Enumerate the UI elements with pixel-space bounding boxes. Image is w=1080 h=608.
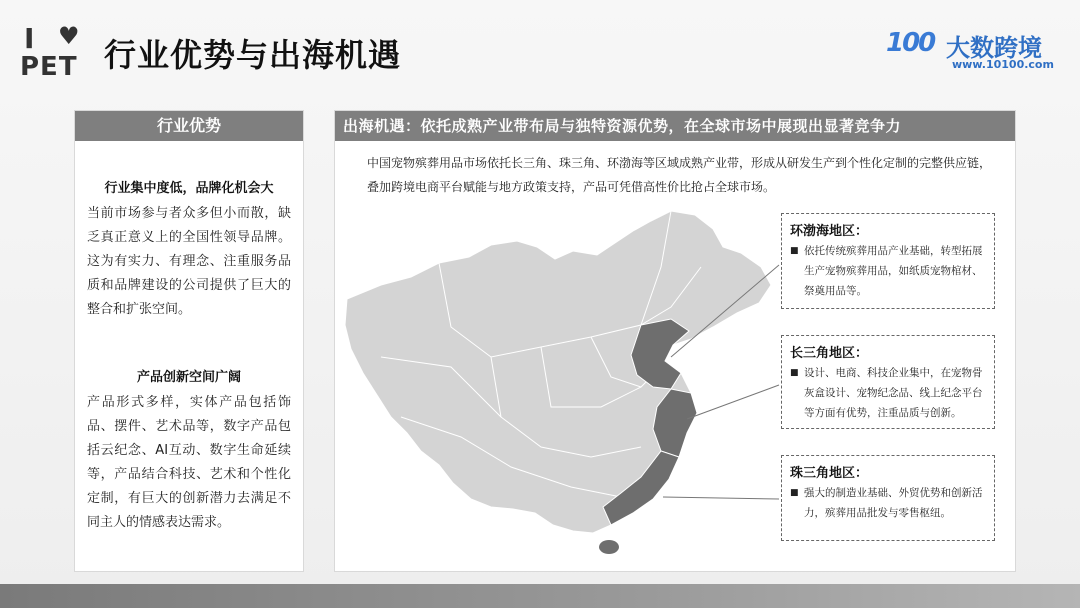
brand-url: www.10100.com — [952, 58, 1054, 71]
brand-logo — [886, 26, 1066, 76]
logo-text-pet: PET — [20, 52, 78, 82]
brand-name: 大数跨境 — [946, 34, 1042, 62]
overseas-opportunity-panel — [334, 110, 1016, 572]
region-title-yangtze: 长三角地区： — [790, 346, 869, 361]
heart-icon: ♥ — [58, 22, 80, 50]
china-map — [341, 207, 781, 567]
advantage-title-2: 产品创新空间广阔 — [136, 370, 241, 385]
region-item-bohai — [782, 241, 994, 307]
hainan-island — [599, 540, 619, 554]
region-card-pearl — [781, 455, 995, 541]
brand-mark-icon: 100 — [886, 28, 935, 58]
overseas-opportunity-heading: 出海机遇：依托成熟产业带布局与独特资源优势，在全球市场中展现出显著竞争力 — [335, 111, 1015, 141]
logo-text-i: I — [24, 22, 37, 55]
region-title-pearl: 珠三角地区： — [790, 466, 869, 481]
region-item-yangtze — [782, 363, 994, 429]
i-love-pet-logo — [20, 22, 86, 82]
region-card-yangtze — [781, 335, 995, 429]
advantage-body-2: 产品形式多样，实体产品包括饰品、摆件、艺术品等，数字产品包括云纪念、AI互动、数字生命延续等，产品结合科技、艺术和个性化定制，有巨大的创新潜力去满足不同主人的情感表达需求。 — [87, 395, 291, 530]
square-bullet-icon: ■ — [790, 488, 799, 498]
advantage-title-1: 行业集中度低，品牌化机会大 — [104, 181, 274, 196]
region-text-bohai: 依托传统殡葬用品产业基础，转型拓展生产宠物殡葬用品，如纸质宠物棺材、祭奠用品等。 — [804, 245, 983, 297]
advantage-body-1: 当前市场参与者众多但小而散，缺乏真正意义上的全国性领导品牌。这为有实力、有理念、注重服务品质和品牌建设的公司提供了巨大的整合和扩张空间。 — [87, 206, 291, 317]
china-map-base — [345, 211, 771, 533]
industry-advantage-heading: 行业优势 — [75, 111, 303, 141]
page-title: 行业优势与出海机遇 — [104, 36, 402, 74]
bottom-decor-bar — [0, 584, 1080, 608]
square-bullet-icon: ■ — [790, 246, 799, 256]
square-bullet-icon: ■ — [790, 368, 799, 378]
region-item-pearl — [782, 483, 994, 529]
region-text-pearl: 强大的制造业基础、外贸优势和创新活力，殡葬用品批发与零售枢纽。 — [804, 487, 983, 519]
region-text-yangtze: 设计、电商、科技企业集中，在宠物骨灰盒设计、宠物纪念品、线上纪念平台等方面有优势，注重品质与创新。 — [804, 367, 983, 419]
region-title-bohai: 环渤海地区： — [790, 224, 869, 239]
region-card-bohai — [781, 213, 995, 309]
industry-advantage-panel — [74, 110, 304, 572]
opportunity-intro: 中国宠物殡葬用品市场依托长三角、珠三角、环渤海等区域成熟产业带，形成从研发生产到个性化定制的完整供应链，叠加跨境电商平台赋能与地方政策支持，产品可凭借高性价比抢占全球市场。 — [367, 156, 992, 194]
